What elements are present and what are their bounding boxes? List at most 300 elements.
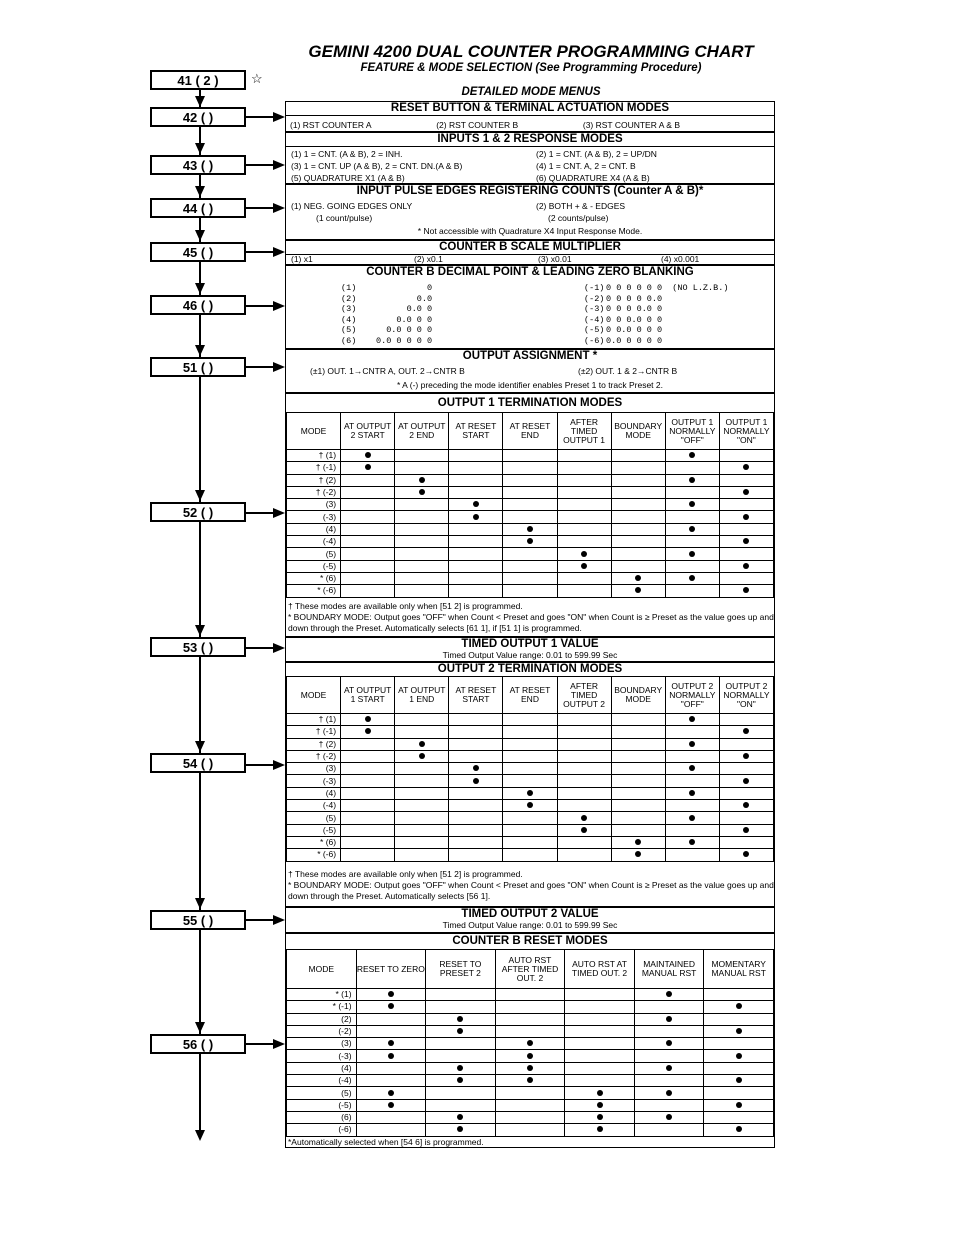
selected-dot-icon <box>736 1028 742 1034</box>
table-cell <box>611 523 665 535</box>
table-cell <box>495 1062 565 1074</box>
table-cell <box>665 750 719 762</box>
inputs-panel <box>285 132 775 184</box>
table-cell <box>395 450 449 462</box>
table-cell <box>565 1001 635 1013</box>
table-cell <box>356 1050 426 1062</box>
decimal-format: 0.0 <box>376 293 433 304</box>
column-header: MODE <box>287 677 341 714</box>
input-option-1: (1) 1 = CNT. (A & B), 2 = INH. <box>291 149 403 159</box>
decimal-code: (3) <box>341 304 357 314</box>
assignment-footnote: * A (-) preceding the mode identifier enables Preset 1 to track Preset 2. <box>396 380 663 390</box>
table-cell <box>719 511 773 523</box>
selected-dot-icon <box>457 1077 463 1083</box>
table-cell <box>565 1099 635 1111</box>
table-row <box>287 714 774 726</box>
selected-dot-icon <box>743 563 749 569</box>
selected-dot-icon <box>666 991 672 997</box>
connector <box>246 647 274 649</box>
column-header: OUTPUT 2 NORMALLY "ON" <box>719 677 773 714</box>
table-cell <box>426 1124 496 1136</box>
table-cell <box>611 499 665 511</box>
table-cell <box>634 1087 704 1099</box>
table-cell <box>449 450 503 462</box>
table-cell <box>341 486 395 498</box>
assignment-heading: OUTPUT ASSIGNMENT * <box>462 350 598 362</box>
selected-dot-icon <box>388 1003 394 1009</box>
edges-option-1-note: (1 count/pulse) <box>316 213 373 223</box>
table-cell <box>495 1111 565 1123</box>
decimal-code: (-6) <box>584 335 605 346</box>
table-cell <box>503 812 557 824</box>
mode-code: (-4) <box>287 1075 357 1087</box>
mode-code: † (2) <box>287 738 341 750</box>
selected-dot-icon <box>689 501 695 507</box>
table-cell <box>719 548 773 560</box>
reset-option-2: (2) RST COUNTER B <box>436 120 519 130</box>
table-cell <box>341 714 395 726</box>
selected-dot-icon <box>457 1065 463 1071</box>
decimal-format: 0 <box>376 283 433 293</box>
table-cell <box>449 812 503 824</box>
table-cell <box>503 775 557 787</box>
output2-table <box>286 676 774 862</box>
table-cell <box>557 714 611 726</box>
table-cell <box>503 572 557 584</box>
table-cell <box>449 511 503 523</box>
selected-dot-icon <box>743 851 749 857</box>
decimal-format: 0 0 0 0 0.0 <box>606 293 663 304</box>
table-cell <box>634 1038 704 1050</box>
table-cell <box>665 486 719 498</box>
table-cell <box>611 462 665 474</box>
table-cell <box>719 812 773 824</box>
mode-code: (-3) <box>287 1050 357 1062</box>
table-cell <box>495 1025 565 1037</box>
edges-footnote: * Not accessible with Quadrature X4 Input Response Mode. <box>417 226 643 236</box>
table-row <box>287 989 774 1001</box>
table-cell <box>557 560 611 572</box>
column-header: MODE <box>287 950 357 989</box>
mode-code: (-5) <box>287 560 341 572</box>
selected-dot-icon <box>743 489 749 495</box>
decimal-code: (6) <box>341 335 357 346</box>
star-icon: ☆ <box>251 71 263 86</box>
table-cell <box>665 800 719 812</box>
selected-dot-icon <box>743 587 749 593</box>
table-cell <box>503 800 557 812</box>
selected-dot-icon <box>597 1090 603 1096</box>
table-cell <box>719 750 773 762</box>
table-row <box>287 750 774 762</box>
output2-panel <box>285 662 775 907</box>
mode-code: (-5) <box>287 1099 357 1111</box>
table-cell <box>611 812 665 824</box>
table-cell <box>449 486 503 498</box>
table-cell <box>341 824 395 836</box>
connector <box>246 116 274 118</box>
table-cell <box>665 499 719 511</box>
timed2-panel <box>285 907 775 933</box>
table-row <box>287 726 774 738</box>
output2-note-1: † These modes are available only when [51 2] is programmed. <box>288 868 523 879</box>
column-header: MOMENTARY MANUAL RST <box>704 950 774 989</box>
selected-dot-icon <box>527 526 533 532</box>
selected-dot-icon <box>666 1065 672 1071</box>
mode-code: † (-2) <box>287 750 341 762</box>
selected-dot-icon <box>527 1065 533 1071</box>
selected-dot-icon <box>666 1016 672 1022</box>
arrow-down-icon <box>195 345 205 356</box>
mode-code: (3) <box>287 1038 357 1050</box>
arrow-down-icon <box>195 741 205 752</box>
table-cell <box>611 560 665 572</box>
table-cell <box>665 849 719 861</box>
connector <box>246 1043 274 1045</box>
selected-dot-icon <box>527 802 533 808</box>
table-cell <box>719 536 773 548</box>
table-cell <box>395 486 449 498</box>
table-cell <box>495 1050 565 1062</box>
selected-dot-icon <box>473 778 479 784</box>
edges-option-2: (2) BOTH + & - EDGES <box>536 201 626 211</box>
table-cell <box>719 775 773 787</box>
table-cell <box>341 849 395 861</box>
table-cell <box>719 486 773 498</box>
mode-code: (6) <box>287 1111 357 1123</box>
table-cell <box>426 989 496 1001</box>
table-cell <box>503 738 557 750</box>
table-cell <box>665 812 719 824</box>
table-cell <box>704 1124 774 1136</box>
table-cell <box>611 536 665 548</box>
table-cell <box>634 1099 704 1111</box>
table-cell <box>704 1111 774 1123</box>
selected-dot-icon <box>689 452 695 458</box>
mode-code: (4) <box>287 787 341 799</box>
table-cell <box>341 450 395 462</box>
arrow-right-icon <box>273 760 285 770</box>
table-cell <box>503 714 557 726</box>
column-header: BOUNDARY MODE <box>611 677 665 714</box>
table-cell <box>495 1075 565 1087</box>
table-cell <box>557 548 611 560</box>
table-cell <box>565 989 635 1001</box>
table-row <box>287 1075 774 1087</box>
mode-code: (-4) <box>287 800 341 812</box>
table-row <box>287 812 774 824</box>
table-cell <box>719 499 773 511</box>
connector <box>246 251 274 253</box>
table-cell <box>356 989 426 1001</box>
table-row <box>287 849 774 861</box>
table-cell <box>426 1001 496 1013</box>
table-cell <box>341 572 395 584</box>
table-cell <box>495 1124 565 1136</box>
arrow-right-icon <box>273 247 285 257</box>
table-cell <box>611 849 665 861</box>
column-header: AFTER TIMED OUTPUT 1 <box>557 413 611 450</box>
table-row <box>287 763 774 775</box>
table-cell <box>395 462 449 474</box>
table-cell <box>557 849 611 861</box>
selected-dot-icon <box>635 839 641 845</box>
step-45: 45 ( ) <box>150 242 246 262</box>
column-header: AT RESET START <box>449 413 503 450</box>
column-header: BOUNDARY MODE <box>611 413 665 450</box>
table-cell <box>449 474 503 486</box>
table-row <box>287 585 774 597</box>
table-row <box>287 450 774 462</box>
mode-code: (-3) <box>287 511 341 523</box>
arrow-down-icon <box>195 143 205 154</box>
arrow-down-icon <box>195 96 205 107</box>
table-cell <box>356 1025 426 1037</box>
assignment-panel <box>285 349 775 393</box>
scale-option-3: (3) x0.01 <box>538 254 572 264</box>
decimal-code: (4) <box>341 314 357 325</box>
arrow-right-icon <box>273 160 285 170</box>
table-cell <box>341 738 395 750</box>
table-cell <box>449 572 503 584</box>
table-cell <box>395 812 449 824</box>
column-header: AT RESET END <box>503 677 557 714</box>
selected-dot-icon <box>635 851 641 857</box>
table-cell <box>341 585 395 597</box>
table-cell <box>503 474 557 486</box>
mode-code: (5) <box>287 548 341 560</box>
connector <box>246 919 274 921</box>
table-cell <box>341 812 395 824</box>
table-cell <box>634 1013 704 1025</box>
table-cell <box>341 499 395 511</box>
table-row <box>287 474 774 486</box>
table-row <box>287 1025 774 1037</box>
table-cell <box>503 511 557 523</box>
column-header: OUTPUT 1 NORMALLY "OFF" <box>665 413 719 450</box>
table-cell <box>665 763 719 775</box>
mode-code: (-6) <box>287 1124 357 1136</box>
column-header: OUTPUT 1 NORMALLY "ON" <box>719 413 773 450</box>
table-cell <box>611 585 665 597</box>
table-cell <box>665 714 719 726</box>
step-43: 43 ( ) <box>150 155 246 175</box>
table-cell <box>665 738 719 750</box>
selected-dot-icon <box>689 551 695 557</box>
table-cell <box>449 536 503 548</box>
table-cell <box>557 787 611 799</box>
table-cell <box>634 1075 704 1087</box>
table-cell <box>665 572 719 584</box>
selected-dot-icon <box>473 514 479 520</box>
column-header: AUTO RST AT TIMED OUT. 2 <box>565 950 635 989</box>
reset-modes-panel <box>285 101 775 132</box>
table-cell <box>719 738 773 750</box>
table-cell <box>356 1124 426 1136</box>
decimal-code: (-2) <box>584 293 605 304</box>
step-55: 55 ( ) <box>150 910 246 930</box>
detailed-mode-menus-heading: DETAILED MODE MENUS <box>461 86 601 98</box>
column-header: AT RESET START <box>449 677 503 714</box>
step-44: 44 ( ) <box>150 198 246 218</box>
table-cell <box>719 726 773 738</box>
table-cell <box>395 824 449 836</box>
output1-note-2: * BOUNDARY MODE: Output goes "OFF" when Count < Preset and goes "ON" when Count is ≥ Preset as the value goes up and down through the Preset. Automatically selects [61 1], if [51 1] is programmed. <box>288 611 774 633</box>
table-cell <box>704 989 774 1001</box>
table-cell <box>634 1111 704 1123</box>
table-cell <box>495 1038 565 1050</box>
table-cell <box>665 474 719 486</box>
decimal-code: (-3) <box>584 304 605 314</box>
table-cell <box>557 572 611 584</box>
table-cell <box>565 1050 635 1062</box>
table-cell <box>704 1025 774 1037</box>
table-cell <box>611 726 665 738</box>
table-cell <box>356 1087 426 1099</box>
mode-code: † (-1) <box>287 726 341 738</box>
table-cell <box>557 474 611 486</box>
table-cell <box>665 548 719 560</box>
reset-option-3: (3) RST COUNTER A & B <box>582 120 680 130</box>
arrow-right-icon <box>273 643 285 653</box>
table-cell <box>356 1038 426 1050</box>
table-row <box>287 1087 774 1099</box>
table-cell <box>503 824 557 836</box>
table-cell <box>634 1025 704 1037</box>
table-row <box>287 1111 774 1123</box>
table-cell <box>634 1062 704 1074</box>
selected-dot-icon <box>635 575 641 581</box>
counterb-reset-panel <box>285 933 775 1148</box>
selected-dot-icon <box>473 501 479 507</box>
selected-dot-icon <box>527 790 533 796</box>
counterb-reset-heading: COUNTER B RESET MODES <box>452 935 608 947</box>
edges-option-2-note: (2 counts/pulse) <box>548 213 609 223</box>
table-cell <box>395 849 449 861</box>
table-cell <box>395 800 449 812</box>
table-cell <box>341 548 395 560</box>
selected-dot-icon <box>597 1102 603 1108</box>
table-cell <box>395 585 449 597</box>
table-row <box>287 1013 774 1025</box>
column-header: MODE <box>287 413 341 450</box>
table-cell <box>395 836 449 848</box>
table-cell <box>503 836 557 848</box>
table-cell <box>449 462 503 474</box>
selected-dot-icon <box>743 802 749 808</box>
table-cell <box>449 714 503 726</box>
table-row <box>287 462 774 474</box>
table-cell <box>449 499 503 511</box>
table-cell <box>503 486 557 498</box>
table-cell <box>426 1062 496 1074</box>
table-cell <box>557 462 611 474</box>
table-cell <box>634 989 704 1001</box>
selected-dot-icon <box>736 1077 742 1083</box>
step-53: 53 ( ) <box>150 637 246 657</box>
input-option-5: (5) QUADRATURE X1 (A & B) <box>291 173 405 183</box>
timed2-heading: TIMED OUTPUT 2 VALUE <box>461 908 599 920</box>
step-46: 46 ( ) <box>150 295 246 315</box>
table-row <box>287 1001 774 1013</box>
table-cell <box>719 474 773 486</box>
table-cell <box>719 763 773 775</box>
table-cell <box>557 499 611 511</box>
table-row <box>287 536 774 548</box>
table-row <box>287 548 774 560</box>
table-cell <box>341 836 395 848</box>
table-cell <box>557 763 611 775</box>
selected-dot-icon <box>689 477 695 483</box>
scale-heading: COUNTER B SCALE MULTIPLIER <box>286 241 774 255</box>
table-row <box>287 523 774 535</box>
mode-code: † (1) <box>287 714 341 726</box>
table-cell <box>395 536 449 548</box>
table-cell <box>449 800 503 812</box>
table-cell <box>356 1111 426 1123</box>
selected-dot-icon <box>457 1016 463 1022</box>
table-cell <box>665 775 719 787</box>
table-row <box>287 800 774 812</box>
table-cell <box>557 824 611 836</box>
table-cell <box>449 787 503 799</box>
mode-code: (2) <box>287 1013 357 1025</box>
mode-code: † (2) <box>287 474 341 486</box>
arrow-right-icon <box>273 1039 285 1049</box>
step-52: 52 ( ) <box>150 502 246 522</box>
table-cell <box>665 560 719 572</box>
table-cell <box>426 1013 496 1025</box>
table-cell <box>341 511 395 523</box>
input-option-2: (2) 1 = CNT. (A & B), 2 = UP/DN <box>536 149 657 159</box>
table-cell <box>634 1050 704 1062</box>
table-cell <box>426 1111 496 1123</box>
decimal-code: (1) <box>341 283 357 293</box>
arrow-right-icon <box>273 915 285 925</box>
table-cell <box>704 1075 774 1087</box>
counterb-reset-footnote: *Automatically selected when [54 6] is programmed. <box>288 1136 484 1147</box>
selected-dot-icon <box>388 1102 394 1108</box>
selected-dot-icon <box>365 728 371 734</box>
table-cell <box>341 775 395 787</box>
selected-dot-icon <box>457 1028 463 1034</box>
table-cell <box>634 1124 704 1136</box>
connector <box>246 764 274 766</box>
selected-dot-icon <box>736 1102 742 1108</box>
edges-option-1: (1) NEG. GOING EDGES ONLY <box>291 201 413 211</box>
decimal-code: (-5) <box>584 325 605 335</box>
mode-code: (-2) <box>287 1025 357 1037</box>
selected-dot-icon <box>689 815 695 821</box>
column-header: AUTO RST AFTER TIMED OUT. 2 <box>495 950 565 989</box>
input-option-6: (6) QUADRATURE X4 (A & B) <box>536 173 650 183</box>
selected-dot-icon <box>743 514 749 520</box>
selected-dot-icon <box>527 538 533 544</box>
table-cell <box>611 763 665 775</box>
connector <box>246 164 274 166</box>
decimal-format: 0 0 0.0 0 0 <box>606 314 663 325</box>
decimal-format: 0.0 0 0 0 0 <box>606 335 663 346</box>
chart-title: GEMINI 4200 DUAL COUNTER PROGRAMMING CHART <box>308 42 754 61</box>
connector <box>246 512 274 514</box>
decimal-format: 0.0 0 0 <box>376 314 433 325</box>
table-cell <box>565 1062 635 1074</box>
selected-dot-icon <box>666 1040 672 1046</box>
table-cell <box>719 572 773 584</box>
selected-dot-icon <box>388 991 394 997</box>
selected-dot-icon <box>473 765 479 771</box>
connector <box>246 305 274 307</box>
